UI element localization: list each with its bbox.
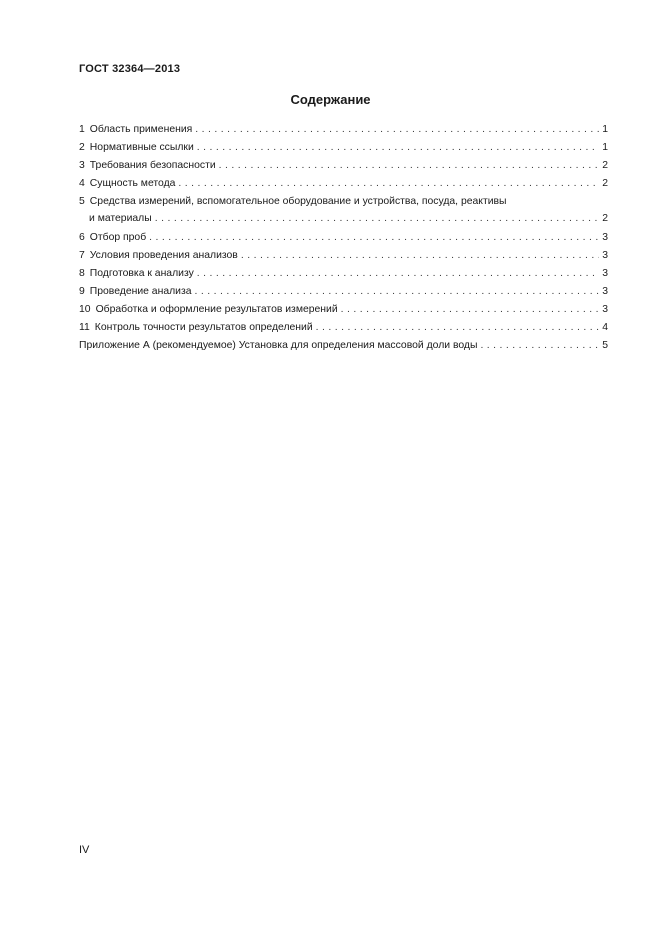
dot-leader [149,231,599,245]
dot-leader [316,321,599,335]
dot-leader [341,303,599,317]
toc-item-title: Подготовка к анализу [89,268,194,279]
toc-item-title: Нормативные ссылки [89,142,194,153]
toc-item-9[interactable] [79,285,608,303]
toc-item-3[interactable] [79,159,608,177]
toc-item-page: 3 [602,250,608,261]
dot-leader [195,285,599,299]
toc-item-page: 3 [602,286,608,297]
toc-item-page: 3 [602,304,608,315]
toc-item-title: Условия проведения анализов [89,250,238,261]
toc-item-number: 10 [79,304,91,315]
toc-item-number: 2 [79,142,85,153]
toc-item-number: 11 [79,322,90,333]
dot-leader [480,339,599,353]
toc-item-number: 1 [79,124,85,135]
toc-item-title: Область применения [89,124,193,135]
toc-item-5[interactable] [79,195,608,231]
toc-item-title: Сущность метода [89,178,176,189]
toc-item-page: 1 [602,142,608,153]
table-of-contents [79,123,608,357]
toc-item-title: Приложение А (рекомендуемое) Установка для определения массовой доли воды [79,340,478,351]
dot-leader [178,177,599,191]
toc-item-title: Средства измерений, вспомогательное оборудование и устройства, посуда, реактивы [89,196,507,207]
dot-leader [241,249,599,263]
toc-item-page: 4 [602,322,608,333]
dot-leader [197,267,599,281]
dot-leader [195,123,599,137]
toc-item-number: 9 [79,286,85,297]
toc-item-4[interactable] [79,177,608,195]
dot-leader [219,159,599,173]
toc-item-title: Обработка и оформление результатов измерений [95,304,338,315]
toc-item-2[interactable] [79,141,608,159]
toc-item-page: 2 [602,213,608,224]
toc-item-appendix-a[interactable] [79,339,608,357]
toc-item-number: 4 [79,178,85,189]
toc-item-page: 3 [602,268,608,279]
dot-leader [155,212,599,226]
toc-item-number: 7 [79,250,85,261]
dot-leader [197,141,599,155]
toc-item-7[interactable] [79,249,608,267]
toc-item-6[interactable] [79,231,608,249]
toc-item-number: 8 [79,268,85,279]
toc-item-page: 3 [602,232,608,243]
toc-item-number: 5 [79,196,85,207]
page-title: Содержание [290,92,371,107]
toc-item-title: Проведение анализа [89,286,192,297]
toc-item-number: 3 [79,160,85,171]
toc-item-second-line [79,212,608,226]
toc-item-page: 2 [602,178,608,189]
toc-item-10[interactable] [79,303,608,321]
toc-item-title-continued: и материалы [89,213,152,224]
toc-item-1[interactable] [79,123,608,141]
document-header: ГОСТ 32364—2013 [79,63,181,75]
page-number: IV [79,844,90,856]
toc-item-title: Контроль точности результатов определений [94,322,313,333]
toc-item-title: Требования безопасности [89,160,216,171]
toc-item-title: Отбор проб [89,232,147,243]
toc-item-11[interactable] [79,321,608,339]
toc-item-8[interactable] [79,267,608,285]
toc-item-page: 1 [602,124,608,135]
toc-item-first-line [79,195,608,212]
toc-item-page: 5 [602,340,608,351]
toc-item-number: 6 [79,232,85,243]
toc-item-page: 2 [602,160,608,171]
